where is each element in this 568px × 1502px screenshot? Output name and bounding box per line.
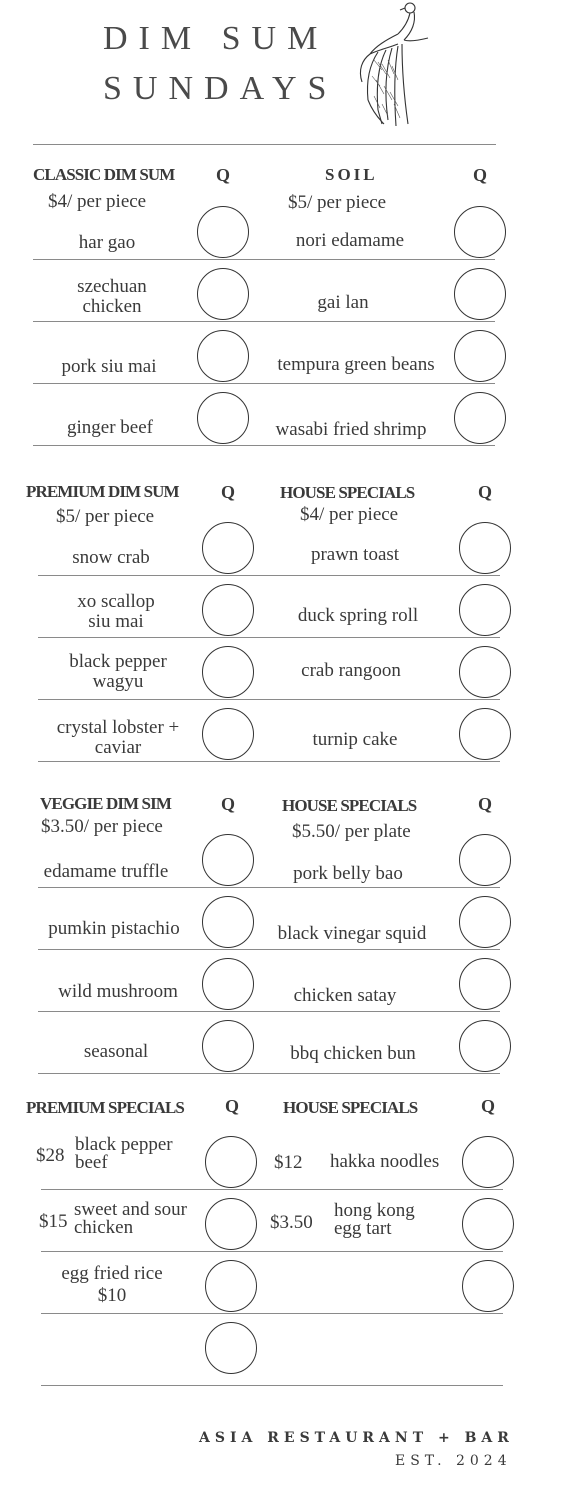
qty-circle-sweet-and-sour-chicken[interactable]: [205, 1198, 257, 1250]
q-label-premium-specials: Q: [225, 1096, 240, 1116]
row-divider: [33, 383, 495, 384]
row-divider: [38, 575, 500, 576]
price-sweet-and-sour-chicken: $15: [39, 1211, 68, 1232]
menu-item-egg-fried-rice: egg fried rice $10: [61, 1263, 163, 1306]
header-divider: [33, 144, 496, 145]
qty-circle-crystal-lobster-caviar[interactable]: [202, 708, 254, 760]
menu-item-wild-mushroom: wild mushroom: [58, 981, 178, 1002]
menu-item-hong-kong-egg-tart: hong kong egg tart: [334, 1200, 415, 1239]
menu-item-crab-rangoon: crab rangoon: [301, 660, 401, 681]
section-title-classic: CLASSIC DIM SUM: [33, 165, 175, 184]
qty-circle-snow-crab[interactable]: [202, 522, 254, 574]
qty-circle-prawn-toast[interactable]: [459, 522, 511, 574]
title-line-2: SUNDAYS: [103, 70, 338, 107]
q-label-premium: Q: [221, 482, 236, 502]
qty-circle-black-vinegar-squid[interactable]: [459, 896, 511, 948]
qty-circle-xo-scallop-siu-mai[interactable]: [202, 584, 254, 636]
q-label-house-specials-2: Q: [478, 794, 493, 814]
menu-item-pork-siu-mai: pork siu mai: [61, 356, 157, 377]
qty-circle-wasabi-fried-shrimp[interactable]: [454, 392, 506, 444]
section-title-premium-specials: PREMIUM SPECIALS: [26, 1098, 184, 1117]
qty-circle-egg-fried-rice[interactable]: [205, 1260, 257, 1312]
qty-circle-hakka-noodles[interactable]: [462, 1136, 514, 1188]
q-label-house-specials-3: Q: [481, 1096, 496, 1116]
qty-circle-extra[interactable]: [205, 1322, 257, 1374]
footer-restaurant-name: ASIA RESTAURANT + BAR: [199, 1430, 514, 1446]
row-divider: [33, 321, 495, 322]
menu-item-chicken-satay: chicken satay: [293, 985, 397, 1006]
qty-circle-wild-mushroom[interactable]: [202, 958, 254, 1010]
menu-item-turnip-cake: turnip cake: [312, 729, 398, 750]
menu-item-black-pepper-beef: black pepper beef: [75, 1134, 173, 1173]
qty-circle-tempura-green-beans[interactable]: [454, 330, 506, 382]
price-classic: $4/ per piece: [48, 191, 147, 212]
row-divider: [38, 1073, 500, 1074]
qty-circle-har-gao[interactable]: [197, 206, 249, 258]
row-divider: [38, 949, 500, 950]
price-veggie: $3.50/ per piece: [41, 816, 163, 837]
menu-item-seasonal: seasonal: [83, 1041, 149, 1062]
q-label-soil: Q: [473, 165, 488, 185]
price-premium: $5/ per piece: [56, 506, 155, 527]
q-label-veggie: Q: [221, 794, 236, 814]
menu-item-pumkin-pistachio: pumkin pistachio: [48, 918, 180, 939]
menu-item-gai-lan: gai lan: [317, 292, 369, 313]
menu-item-ginger-beef: ginger beef: [67, 417, 153, 438]
menu-item-szechuan-chicken: szechuan chicken: [77, 276, 147, 317]
qty-circle-bbq-chicken-bun[interactable]: [459, 1020, 511, 1072]
qty-circle-ginger-beef[interactable]: [197, 392, 249, 444]
menu-item-snow-crab: snow crab: [72, 547, 150, 568]
price-house-specials-2: $5.50/ per plate: [292, 821, 411, 842]
menu-item-duck-spring-roll: duck spring roll: [297, 605, 419, 626]
row-divider: [33, 259, 495, 260]
section-title-house-specials-2: HOUSE SPECIALS: [282, 796, 417, 815]
price-hong-kong-egg-tart: $3.50: [270, 1212, 313, 1233]
row-divider: [38, 699, 500, 700]
row-divider: [41, 1189, 503, 1190]
qty-circle-pork-belly-bao[interactable]: [459, 834, 511, 886]
menu-item-tempura-green-beans: tempura green beans: [277, 354, 435, 375]
menu-item-crystal-lobster-caviar: crystal lobster + caviar: [56, 717, 180, 758]
row-divider: [41, 1251, 503, 1252]
row-divider: [41, 1313, 503, 1314]
row-divider: [33, 445, 495, 446]
qty-circle-crab-rangoon[interactable]: [459, 646, 511, 698]
qty-circle-turnip-cake[interactable]: [459, 708, 511, 760]
section-title-premium: PREMIUM DIM SUM: [26, 482, 179, 501]
menu-item-pork-belly-bao: pork belly bao: [293, 863, 403, 884]
footer-established: EST. 2024: [395, 1453, 512, 1469]
qty-circle-seasonal[interactable]: [202, 1020, 254, 1072]
qty-circle-duck-spring-roll[interactable]: [459, 584, 511, 636]
row-divider: [38, 887, 500, 888]
menu-item-nori-edamame: nori edamame: [295, 230, 405, 251]
menu-item-wasabi-fried-shrimp: wasabi fried shrimp: [275, 419, 427, 440]
qty-circle-nori-edamame[interactable]: [454, 206, 506, 258]
price-hakka-noodles: $12: [274, 1152, 303, 1173]
qty-circle-pork-siu-mai[interactable]: [197, 330, 249, 382]
q-label-classic: Q: [216, 165, 231, 185]
row-divider: [38, 637, 500, 638]
qty-circle-chicken-satay[interactable]: [459, 958, 511, 1010]
menu-item-black-vinegar-squid: black vinegar squid: [277, 923, 427, 944]
menu-item-edamame-truffle: edamame truffle: [43, 861, 169, 882]
qty-circle-black-pepper-beef[interactable]: [205, 1136, 257, 1188]
menu-item-black-pepper-wagyu: black pepper wagyu: [69, 651, 167, 692]
section-title-house-specials-3: HOUSE SPECIALS: [283, 1098, 418, 1117]
price-black-pepper-beef: $28: [36, 1145, 65, 1166]
qty-circle-edamame-truffle[interactable]: [202, 834, 254, 886]
menu-item-sweet-and-sour-chicken: sweet and sour chicken: [74, 1199, 187, 1238]
peacock-illustration: [348, 0, 438, 130]
section-title-soil: SOIL: [325, 165, 378, 184]
row-divider: [38, 1011, 500, 1012]
price-soil: $5/ per piece: [288, 192, 387, 213]
qty-circle-hong-kong-egg-tart[interactable]: [462, 1198, 514, 1250]
qty-circle-szechuan-chicken[interactable]: [197, 268, 249, 320]
section-title-house-specials-1: HOUSE SPECIALS: [280, 483, 415, 502]
q-label-house-specials-1: Q: [478, 482, 493, 502]
qty-circle-gai-lan[interactable]: [454, 268, 506, 320]
row-divider: [41, 1385, 503, 1386]
menu-item-prawn-toast: prawn toast: [310, 544, 400, 565]
qty-circle-pumkin-pistachio[interactable]: [202, 896, 254, 948]
menu-item-har-gao: har gao: [78, 232, 136, 253]
qty-circle-black-pepper-wagyu[interactable]: [202, 646, 254, 698]
price-house-specials-1: $4/ per piece: [300, 504, 399, 525]
title-line-1: DIM SUM: [103, 20, 329, 57]
menu-item-bbq-chicken-bun: bbq chicken bun: [290, 1043, 416, 1064]
qty-circle-extra-2[interactable]: [462, 1260, 514, 1312]
section-title-veggie: VEGGIE DIM SIM: [40, 794, 171, 813]
row-divider: [38, 761, 500, 762]
menu-item-xo-scallop-siu-mai: xo scallop siu mai: [77, 591, 155, 632]
menu-item-hakka-noodles: hakka noodles: [330, 1151, 440, 1172]
